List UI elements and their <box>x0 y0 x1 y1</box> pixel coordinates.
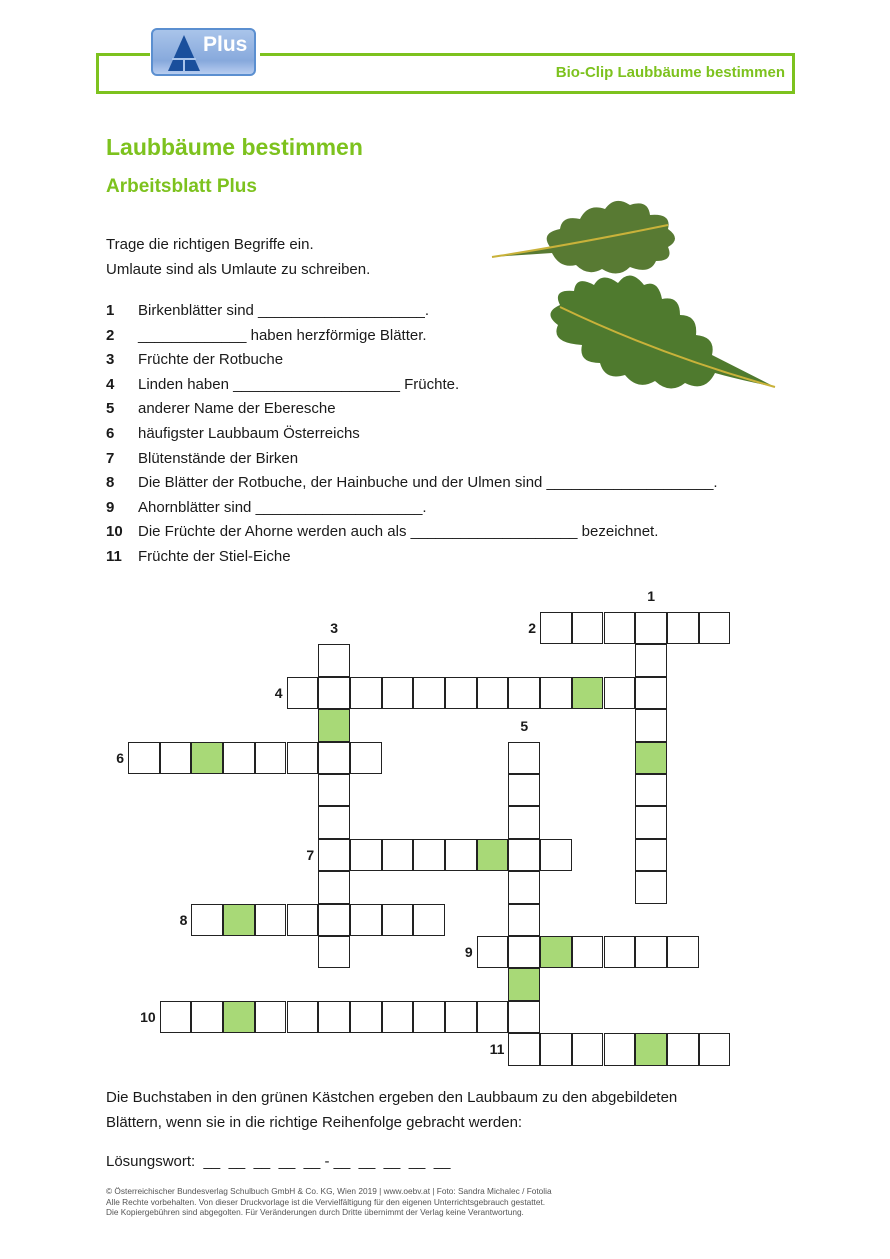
crossword-cell[interactable] <box>572 1033 604 1065</box>
crossword-cell[interactable] <box>508 904 540 936</box>
crossword-cell[interactable] <box>255 904 287 936</box>
instruction: Umlaute sind als Umlaute zu schreiben. <box>106 261 371 278</box>
clue-item <box>106 499 427 516</box>
header-frame <box>96 91 795 94</box>
header-frame <box>792 53 795 93</box>
logo-text: Plus <box>203 33 248 56</box>
crossword-number: 1 <box>647 588 655 604</box>
clue-item <box>106 327 427 344</box>
clue-number: 9 <box>106 498 115 516</box>
crossword-cell[interactable] <box>318 677 350 709</box>
header-frame <box>96 53 99 93</box>
crossword-cell[interactable] <box>508 742 540 774</box>
clue-number: 5 <box>106 400 115 418</box>
oak-leaf <box>550 275 775 388</box>
crossword-number: 11 <box>489 1041 505 1058</box>
crossword-cell[interactable] <box>382 677 414 709</box>
crossword-cell[interactable] <box>287 1001 319 1033</box>
crossword-cell[interactable] <box>604 1033 636 1065</box>
clue-number: 6 <box>106 425 115 442</box>
crossword-cell-highlighted[interactable] <box>477 839 509 871</box>
crossword-cell[interactable] <box>350 839 382 871</box>
crossword-cell[interactable] <box>508 871 540 903</box>
crossword-cell[interactable] <box>287 677 319 709</box>
clue-number: 11 <box>106 548 122 565</box>
crossword-cell[interactable] <box>635 774 667 806</box>
clue-item <box>106 425 360 442</box>
crossword-number: 5 <box>520 717 529 734</box>
plus-logo <box>151 28 256 76</box>
crossword-cell[interactable] <box>635 871 667 903</box>
crossword-cell[interactable] <box>508 936 540 968</box>
crossword-cell-highlighted[interactable] <box>540 936 572 968</box>
crossword-cell[interactable] <box>540 1033 572 1065</box>
crossword-cell[interactable] <box>255 1001 287 1033</box>
header-frame <box>260 53 795 56</box>
clue-text: Birkenblätter sind ____________________. <box>138 302 430 319</box>
crossword-cell[interactable] <box>445 839 477 871</box>
crossword-cell[interactable] <box>508 1033 540 1065</box>
crossword-cell[interactable] <box>318 806 350 838</box>
crossword-cell[interactable] <box>604 677 636 709</box>
crossword-cell[interactable] <box>350 677 382 709</box>
crossword-cell[interactable] <box>318 904 350 936</box>
clue-item <box>106 548 291 565</box>
crossword-cell[interactable] <box>223 742 255 774</box>
crossword-cell[interactable] <box>635 677 667 709</box>
clue-number: 1 <box>106 302 115 319</box>
footer <box>106 1186 552 1218</box>
crossword-cell[interactable] <box>350 742 382 774</box>
footer-line: © Österreichischer Bundesverlag Schulbuch GmbH & Co. KG, Wien 2019 | www.oebv.at | Foto: Sandra Michalec / Fotolia <box>106 1186 552 1196</box>
crossword-cell[interactable] <box>350 904 382 936</box>
clue-text: _____________ haben herzförmige Blätter. <box>138 326 427 344</box>
crossword-cell[interactable] <box>445 677 477 709</box>
instruction: Trage die richtigen Begriffe ein. <box>106 236 314 253</box>
crossword-number: 4 <box>274 684 283 701</box>
crossword-number: 7 <box>306 846 315 863</box>
crossword-cell[interactable] <box>413 839 445 871</box>
triangle-logo-icon <box>167 34 201 72</box>
crossword-cell[interactable] <box>540 612 572 644</box>
crossword-cell-highlighted[interactable] <box>635 1033 667 1065</box>
crossword-cell[interactable] <box>604 936 636 968</box>
crossword-number: 10 <box>140 1008 156 1025</box>
clue-text: Die Früchte der Ahorne werden auch als ____________________ bezeichnet. <box>138 523 659 541</box>
crossword-number: 3 <box>330 620 338 637</box>
crossword-cell[interactable] <box>318 644 350 676</box>
crossword-cell[interactable] <box>508 806 540 838</box>
oak-leaf <box>492 201 675 274</box>
crossword-cell[interactable] <box>604 612 636 644</box>
crossword-cell-highlighted[interactable] <box>508 968 540 1000</box>
crossword-cell[interactable] <box>635 839 667 871</box>
clue-text: Die Blätter der Rotbuche, der Hainbuche und der Ulmen sind ____________________. <box>138 474 718 492</box>
crossword-cell[interactable] <box>318 742 350 774</box>
crossword-number: 2 <box>528 620 537 636</box>
crossword-cell[interactable] <box>382 1001 414 1033</box>
crossword-cell[interactable] <box>477 677 509 709</box>
crossword-number: 6 <box>116 749 124 766</box>
crossword-cell[interactable] <box>128 742 160 774</box>
crossword-cell[interactable] <box>508 677 540 709</box>
crossword-cell-highlighted[interactable] <box>223 1001 255 1033</box>
clue-text: Ahornblätter sind ____________________. <box>138 498 427 516</box>
footer-line: Die Kopiergebühren sind abgegolten. Für Veränderungen durch Dritte übernimmt der Verlag keine Verantwortung. <box>106 1207 524 1217</box>
solution-word-line[interactable]: Lösungswort: __ __ __ __ __ - __ __ __ __ __ <box>106 1153 451 1170</box>
crossword-number: 9 <box>464 944 473 960</box>
crossword-cell[interactable] <box>318 1001 350 1033</box>
clue-text: anderer Name der Eberesche <box>138 400 336 418</box>
crossword-cell[interactable] <box>667 936 699 968</box>
crossword-cell[interactable] <box>635 612 667 644</box>
crossword-cell-highlighted[interactable] <box>572 677 604 709</box>
crossword-cell[interactable] <box>667 612 699 644</box>
crossword-cell[interactable] <box>318 871 350 903</box>
clue-number: 3 <box>106 351 115 369</box>
clue-number: 2 <box>106 326 115 344</box>
clue-item <box>106 376 459 393</box>
crossword-cell[interactable] <box>350 1001 382 1033</box>
page-title: Laubbäume bestimmen <box>106 134 363 160</box>
crossword-cell[interactable] <box>382 839 414 871</box>
page-subtitle: Arbeitsblatt Plus <box>106 176 257 197</box>
clue-item <box>106 302 429 319</box>
crossword-cell[interactable] <box>477 936 509 968</box>
crossword-cell[interactable] <box>635 709 667 741</box>
crossword-cell[interactable] <box>477 1001 509 1033</box>
oak-leaves-image <box>490 195 790 435</box>
clue-item <box>106 450 298 467</box>
solution-instruction: Die Buchstaben in den grünen Kästchen ergeben den Laubbaum zu den abgebildeten <box>106 1089 678 1106</box>
crossword-cell[interactable] <box>191 1001 223 1033</box>
clue-item <box>106 474 718 491</box>
crossword-cell[interactable] <box>160 742 192 774</box>
clue-number: 8 <box>106 474 115 492</box>
crossword-cell[interactable] <box>699 1033 731 1065</box>
crossword-cell[interactable] <box>413 1001 445 1033</box>
solution-instruction: Blättern, wenn sie in die richtige Reihenfolge gebracht werden: <box>106 1114 523 1131</box>
crossword-cell[interactable] <box>635 806 667 838</box>
crossword-cell-highlighted[interactable] <box>191 742 223 774</box>
crossword-cell[interactable] <box>255 742 287 774</box>
crossword-cell-highlighted[interactable] <box>635 742 667 774</box>
clue-item <box>106 351 283 368</box>
crossword-cell[interactable] <box>382 904 414 936</box>
crossword-cell[interactable] <box>287 742 319 774</box>
clue-text: Blütenstände der Birken <box>138 449 299 467</box>
header-title: Bio-Clip Laubbäume bestimmen <box>555 64 785 81</box>
crossword-cell[interactable] <box>413 677 445 709</box>
crossword-cell[interactable] <box>318 839 350 871</box>
crossword-cell[interactable] <box>540 677 572 709</box>
crossword-cell[interactable] <box>667 1033 699 1065</box>
crossword-cell[interactable] <box>635 644 667 676</box>
crossword-cell[interactable] <box>572 936 604 968</box>
crossword-cell[interactable] <box>699 612 731 644</box>
crossword-cell[interactable] <box>508 839 540 871</box>
crossword-cell[interactable] <box>635 936 667 968</box>
footer-line: Alle Rechte vorbehalten. Von dieser Druckvorlage ist die Vervielfältigung für den eigenen Unterrichtsgebrauch gestattet. <box>106 1196 546 1207</box>
crossword-cell[interactable] <box>540 839 572 871</box>
crossword-cell[interactable] <box>508 774 540 806</box>
clue-text: Früchte der Stiel-Eiche <box>138 548 291 565</box>
crossword-cell[interactable] <box>445 1001 477 1033</box>
crossword-cell[interactable] <box>191 904 223 936</box>
crossword-cell[interactable] <box>508 1001 540 1033</box>
crossword-cell[interactable] <box>160 1001 192 1033</box>
crossword-number: 8 <box>179 911 188 928</box>
clue-text: Linden haben ____________________ Früchte. <box>138 375 460 393</box>
clue-number: 10 <box>106 523 123 541</box>
crossword-cell[interactable] <box>287 904 319 936</box>
header-frame <box>96 53 150 56</box>
clue-item <box>106 400 336 417</box>
crossword-cell-highlighted[interactable] <box>223 904 255 936</box>
clue-item <box>106 523 658 540</box>
clue-number: 7 <box>106 449 115 467</box>
clue-text: häufigster Laubbaum Österreichs <box>138 425 360 442</box>
crossword-cell[interactable] <box>318 936 350 968</box>
clue-text: Früchte der Rotbuche <box>138 351 284 369</box>
clue-number: 4 <box>106 375 115 393</box>
crossword-cell[interactable] <box>413 904 445 936</box>
crossword-cell[interactable] <box>572 612 604 644</box>
crossword-cell[interactable] <box>318 774 350 806</box>
crossword-cell-highlighted[interactable] <box>318 709 350 741</box>
